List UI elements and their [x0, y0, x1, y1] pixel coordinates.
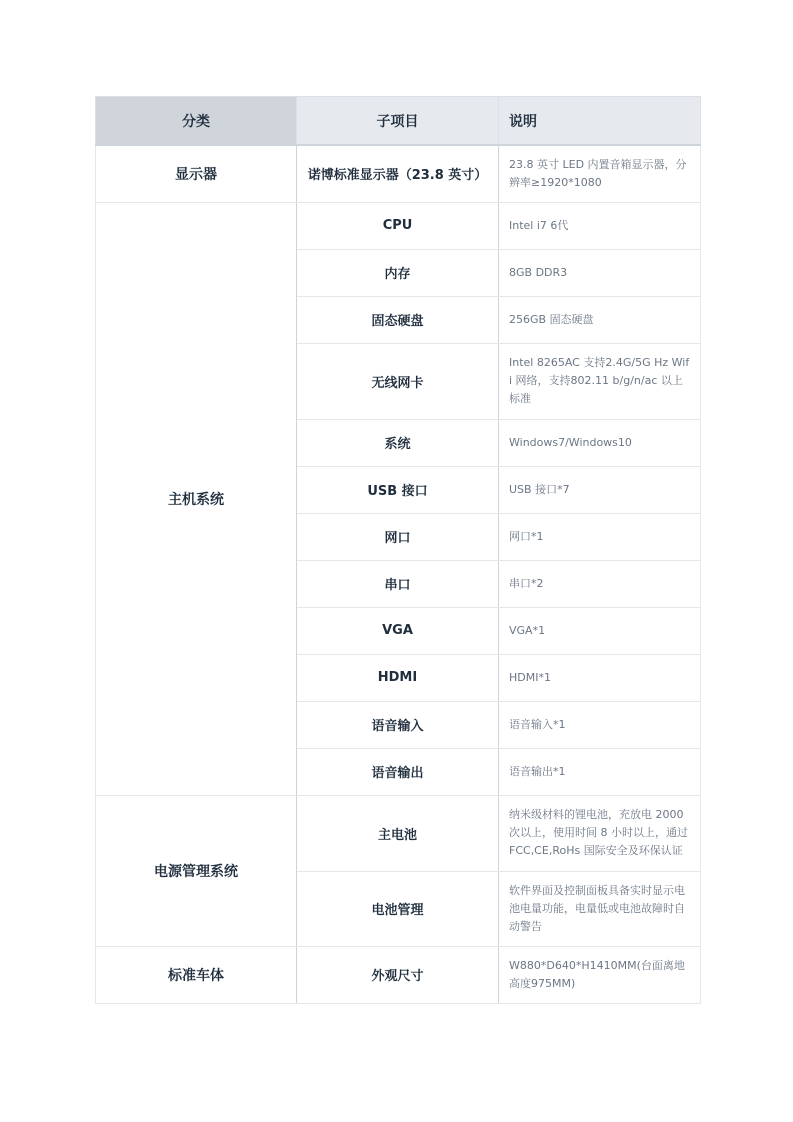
description-cell: HDMI*1 [499, 654, 701, 701]
description-cell: 软件界面及控制面板具备实时显示电池电量功能，电量低或电池故障时自动警告 [499, 871, 701, 946]
category-cell: 主机系统 [96, 202, 297, 795]
category-cell: 电源管理系统 [96, 795, 297, 946]
table-row [96, 145, 701, 202]
header-category: 分类 [96, 97, 297, 146]
description-cell: Intel 8265AC 支持2.4G/5G Hz Wifi 网络，支持802.11 b/g/n/ac 以上标准 [499, 343, 701, 419]
subitem-cell: 串口 [297, 560, 499, 607]
subitem-cell: HDMI [297, 654, 499, 701]
spec-table [95, 96, 701, 1004]
subitem-cell: 电池管理 [297, 871, 499, 946]
description-cell: USB 接口*7 [499, 466, 701, 513]
table-body [96, 145, 701, 1003]
category-cell: 显示器 [96, 145, 297, 202]
description-cell: 23.8 英寸 LED 内置音箱显示器，分辨率≥1920*1080 [499, 145, 701, 202]
description-cell: 语音输出*1 [499, 748, 701, 795]
table-row [96, 946, 701, 1003]
header-row [96, 97, 701, 146]
description-cell: 网口*1 [499, 513, 701, 560]
description-cell: 串口*2 [499, 560, 701, 607]
description-cell: 语音输入*1 [499, 701, 701, 748]
header-subitem: 子项目 [297, 97, 499, 146]
category-cell: 标准车体 [96, 946, 297, 1003]
table-row [96, 202, 701, 249]
description-cell: VGA*1 [499, 607, 701, 654]
subitem-cell: VGA [297, 607, 499, 654]
subitem-cell: 网口 [297, 513, 499, 560]
subitem-cell: 固态硬盘 [297, 296, 499, 343]
subitem-cell: 诺博标准显示器（23.8 英寸） [297, 145, 499, 202]
description-cell: 8GB DDR3 [499, 249, 701, 296]
description-cell: W880*D640*H1410MM(台面离地高度975MM) [499, 946, 701, 1003]
subitem-cell: 语音输出 [297, 748, 499, 795]
subitem-cell: 无线网卡 [297, 343, 499, 419]
description-cell: 256GB 固态硬盘 [499, 296, 701, 343]
subitem-cell: CPU [297, 202, 499, 249]
header-description: 说明 [499, 97, 701, 146]
subitem-cell: 主电池 [297, 795, 499, 871]
description-cell: Windows7/Windows10 [499, 419, 701, 466]
subitem-cell: 内存 [297, 249, 499, 296]
table-row [96, 795, 701, 871]
subitem-cell: 系统 [297, 419, 499, 466]
description-cell: 纳米级材料的锂电池，充放电 2000 次以上，使用时间 8 小时以上，通过 FCC,CE,RoHs 国际安全及环保认证 [499, 795, 701, 871]
description-cell: Intel i7 6代 [499, 202, 701, 249]
subitem-cell: 外观尺寸 [297, 946, 499, 1003]
subitem-cell: USB 接口 [297, 466, 499, 513]
subitem-cell: 语音输入 [297, 701, 499, 748]
